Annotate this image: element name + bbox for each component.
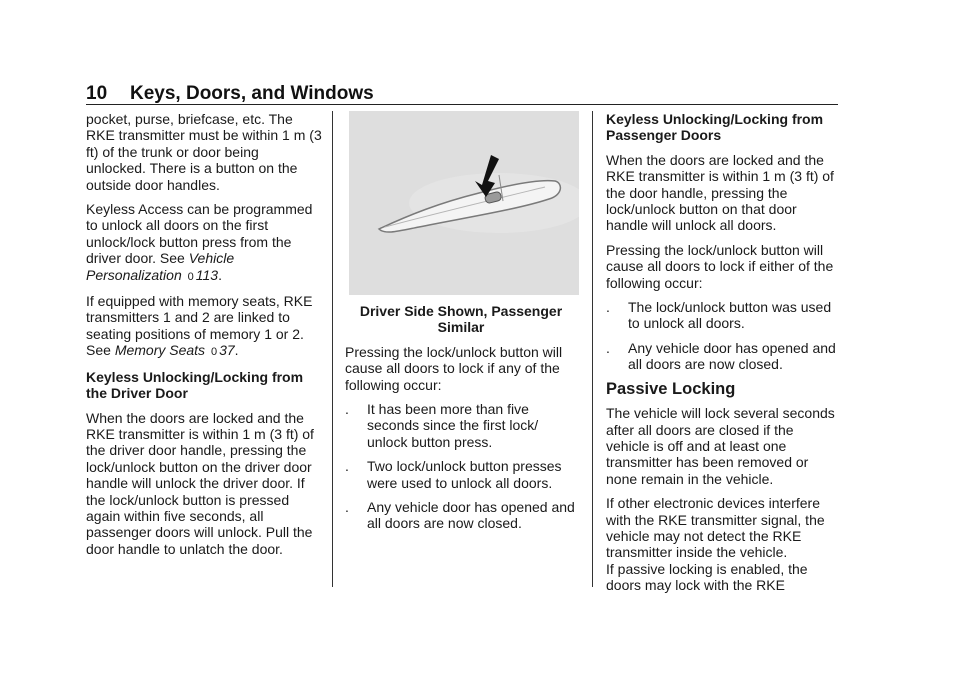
paragraph: Pressing the lock/unlock button will cause all doors to lock if either of the following occur: <box>606 241 834 291</box>
column-left <box>86 111 322 565</box>
bullet-icon: . <box>345 458 349 475</box>
paragraph: If passive locking is enabled, the doors may lock with the RKE <box>606 560 808 594</box>
list-item: . It has been more than five seconds since the first lock/ unlock button press. <box>345 401 539 450</box>
subheading: Keyless Unlocking/Locking from Passenger Doors <box>606 111 824 144</box>
door-handle-icon <box>349 111 579 295</box>
page-ref[interactable]: 113 <box>195 266 219 283</box>
chapter-title: Keys, Doors, and Windows <box>130 83 374 104</box>
list-item: . The lock/unlock button was used to unlock all doors. <box>606 299 832 332</box>
subheading: Keyless Unlocking/Locking from the Driver Door <box>86 368 304 402</box>
column-middle <box>345 111 577 540</box>
paragraph: If equipped with memory seats, RKE transmitters 1 and 2 are linked to seating positions of memory 1 or 2. See Memory Seats 0 37. <box>86 293 313 359</box>
paragraph: When the doors are locked and the RKE transmitter is within 1 m (3 ft) of the door handle, pressing the lock/unlock button on that door handle will unlock all doors. <box>606 151 834 234</box>
door-handle-illustration <box>349 111 579 295</box>
cross-reference-link[interactable]: Memory Seats <box>114 342 206 359</box>
column-divider <box>332 111 333 587</box>
paragraph: When the doors are locked and the RKE transmitter is within 1 m (3 ft) of the driver door handle, pressing the lock/unlock button on the driver door handle will unlock the driver door. If the lock/unlock button is pressed again within five seconds, all passenger doors will unlock. Pull the door handle to unlatch the door. <box>86 409 314 557</box>
bullet-icon: . <box>606 299 610 316</box>
paragraph: pocket, purse, briefcase, etc. The RKE transmitter must be within 1 m (3 ft) of the trunk or door being unlocked. There is a button on the outside door handles. <box>86 111 322 193</box>
list-item: . Any vehicle door has opened and all doors are now closed. <box>606 339 836 373</box>
paragraph: Keyless Access can be programmed to unlock all doors on the first unlock/lock button press from the driver door. See Vehicle Personalization 0 113. <box>86 201 313 283</box>
bullet-icon: . <box>345 499 349 516</box>
figure-caption: Driver Side Shown, Passenger Similar <box>359 303 563 336</box>
page-ref[interactable]: 37 <box>219 342 235 359</box>
column-right <box>606 111 840 602</box>
list-item: . Any vehicle door has opened and all doors are now closed. <box>345 499 575 532</box>
page-ref-icon: 0 <box>210 346 218 359</box>
section-title: Passive Locking <box>606 379 736 398</box>
page-ref-icon: 0 <box>187 270 194 283</box>
list-item: . Two lock/unlock button presses were used to unlock all doors. <box>345 458 562 491</box>
bullet-icon: . <box>606 339 610 356</box>
paragraph: The vehicle will lock several seconds after all doors are closed if the vehicle is off and at least one transmitter has been removed or none remain in the vehicle. <box>606 405 835 487</box>
header-rule <box>86 104 838 105</box>
paragraph: Pressing the lock/unlock button will cause all doors to lock if any of the following occur: <box>345 343 563 393</box>
bullet-icon: . <box>345 401 349 418</box>
column-divider <box>592 111 593 587</box>
paragraph: If other electronic devices interfere with the RKE transmitter signal, the vehicle may not detect the RKE transmitter inside the vehicle. <box>606 495 825 561</box>
cross-reference-link[interactable]: Vehicle Personalization <box>86 250 235 283</box>
page-number: 10 <box>86 83 108 104</box>
